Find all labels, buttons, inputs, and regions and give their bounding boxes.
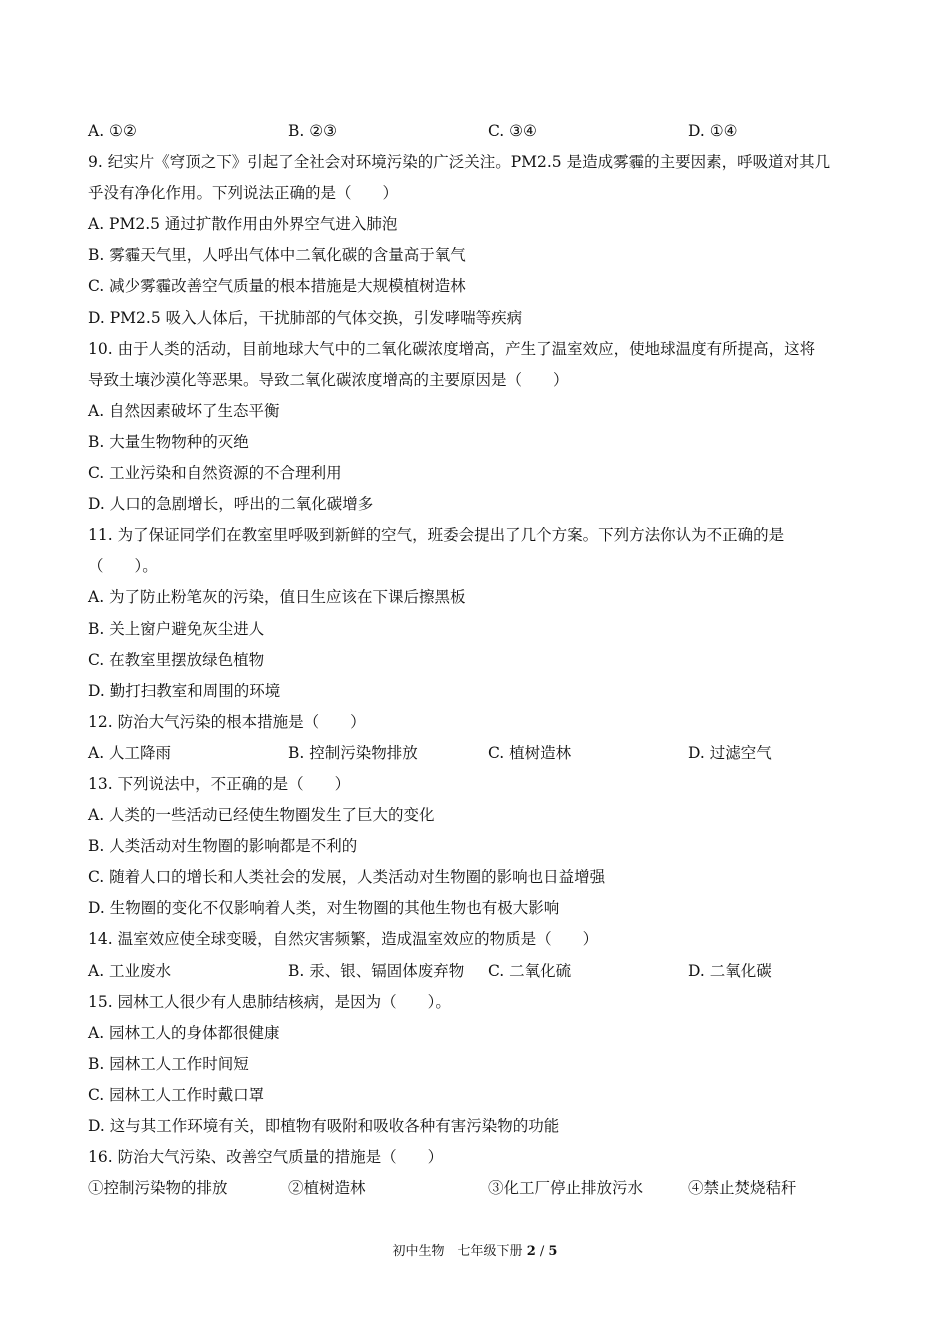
q8-options — [88, 116, 868, 147]
page-footer — [0, 1242, 950, 1262]
q11-option-a: A. 为了防止粉笔灰的污染，值日生应该在下课后擦黑板 — [88, 588, 466, 607]
q9-option-b: B. 雾霾天气里，人呼出气体中二氧化碳的含量高于氧气 — [88, 246, 466, 265]
q16-item-3: ③化工厂停止排放污水 — [488, 1179, 644, 1198]
q8-option-d: D. ①④ — [688, 122, 738, 140]
q11-option-d: D. 勤打扫教室和周围的环境 — [88, 681, 281, 700]
q10-option-d: D. 人口的急剧增长，呼出的二氧化碳增多 — [88, 495, 374, 514]
q12-stem: 12. 防治大气污染的根本措施是（ ） — [88, 712, 366, 731]
q15-option-a: A. 园林工人的身体都很健康 — [88, 1023, 280, 1042]
footer-separator: / — [539, 1244, 545, 1259]
q16-item-4: ④禁止焚烧秸秆 — [688, 1179, 797, 1198]
q16-stem: 16. 防治大气污染、改善空气质量的措施是（ ） — [88, 1148, 444, 1167]
q14-option-c: C. 二氧化硫 — [488, 961, 572, 980]
q16-item-2: ②植树造林 — [288, 1179, 366, 1198]
q11-stem-line-1: 11. 为了保证同学们在教室里呼吸到新鲜的空气，班委会提出了几个方案。下列方法你认为不正确的是 — [88, 526, 785, 545]
q14-option-b: B. 汞、银、镉固体废弃物 — [288, 961, 465, 980]
q10-stem-line-2: 导致土壤沙漠化等恶果。导致二氧化碳浓度增高的主要原因是（ ） — [88, 370, 569, 389]
q9-option-c: C. 减少雾霾改善空气质量的根本措施是大规模植树造林 — [88, 277, 466, 296]
q9-stem-line-2: 乎没有净化作用。下列说法正确的是（ ） — [88, 184, 399, 203]
q12-option-b: B. 控制污染物排放 — [288, 743, 418, 762]
q10-option-b: B. 大量生物物种的灭绝 — [88, 432, 249, 451]
q16-items — [88, 1173, 868, 1204]
q15-option-c: C. 园林工人工作时戴口罩 — [88, 1085, 265, 1104]
q14-option-d: D. 二氧化碳 — [688, 961, 772, 980]
q15-stem: 15. 园林工人很少有人患肺结核病，是因为（ ）。 — [88, 992, 451, 1011]
q12-option-c: C. 植树造林 — [488, 743, 572, 762]
q13-option-a: A. 人类的一些活动已经使生物圈发生了巨大的变化 — [88, 806, 435, 825]
q9-stem-line-1: 9. 纪实片《穹顶之下》引起了全社会对环境污染的广泛关注。PM2.5 是造成雾霾的主要因素，呼吸道对其几 — [88, 153, 831, 172]
q9-option-d: D. PM2.5 吸入人体后，干扰肺部的气体交换，引发哮喘等疾病 — [88, 308, 523, 327]
q13-stem: 13. 下列说法中，不正确的是（ ） — [88, 774, 351, 793]
q15-option-d: D. 这与其工作环境有关，即植物有吸附和吸收各种有害污染物的功能 — [88, 1117, 560, 1135]
q12-option-d: D. 过滤空气 — [688, 743, 772, 762]
q13-option-b: B. 人类活动对生物圈的影响都是不利的 — [88, 837, 358, 856]
footer-page-number: 2 — [526, 1244, 536, 1259]
q8-option-b: B. ②③ — [288, 122, 338, 140]
q12-options — [88, 738, 868, 769]
q15-option-b: B. 园林工人工作时间短 — [88, 1054, 249, 1073]
q10-stem-line-1: 10. 由于人类的活动，目前地球大气中的二氧化碳浓度增高，产生了温室效应，使地球温度有所提高，这将 — [88, 339, 816, 358]
q12-option-a: A. 人工降雨 — [88, 743, 172, 762]
q14-options — [88, 956, 868, 987]
q11-option-b: B. 关上窗户避免灰尘进人 — [88, 619, 265, 638]
footer-total-pages: 5 — [548, 1244, 558, 1259]
q14-option-a: A. 工业废水 — [88, 961, 172, 980]
q9-option-a: A. PM2.5 通过扩散作用由外界空气进入肺泡 — [88, 215, 398, 234]
q13-option-c: C. 随着人口的增长和人类社会的发展，人类活动对生物圈的影响也日益增强 — [88, 868, 606, 887]
q13-option-d: D. 生物圈的变化不仅影响着人类，对生物圈的其他生物也有极大影响 — [88, 899, 560, 918]
footer-label: 初中生物 七年级下册 — [392, 1244, 523, 1259]
q10-option-a: A. 自然因素破坏了生态平衡 — [88, 401, 280, 420]
q11-option-c: C. 在教室里摆放绿色植物 — [88, 650, 265, 669]
question-content — [88, 116, 868, 1204]
q11-stem-line-2: （ ）。 — [88, 557, 158, 576]
q16-item-1: ①控制污染物的排放 — [88, 1179, 228, 1198]
q14-stem: 14. 温室效应使全球变暖，自然灾害频繁，造成温室效应的物质是（ ） — [88, 930, 599, 949]
q10-option-c: C. 工业污染和自然资源的不合理利用 — [88, 464, 342, 483]
q8-option-a: A. ①② — [88, 122, 137, 140]
q8-option-c: C. ③④ — [488, 122, 537, 140]
